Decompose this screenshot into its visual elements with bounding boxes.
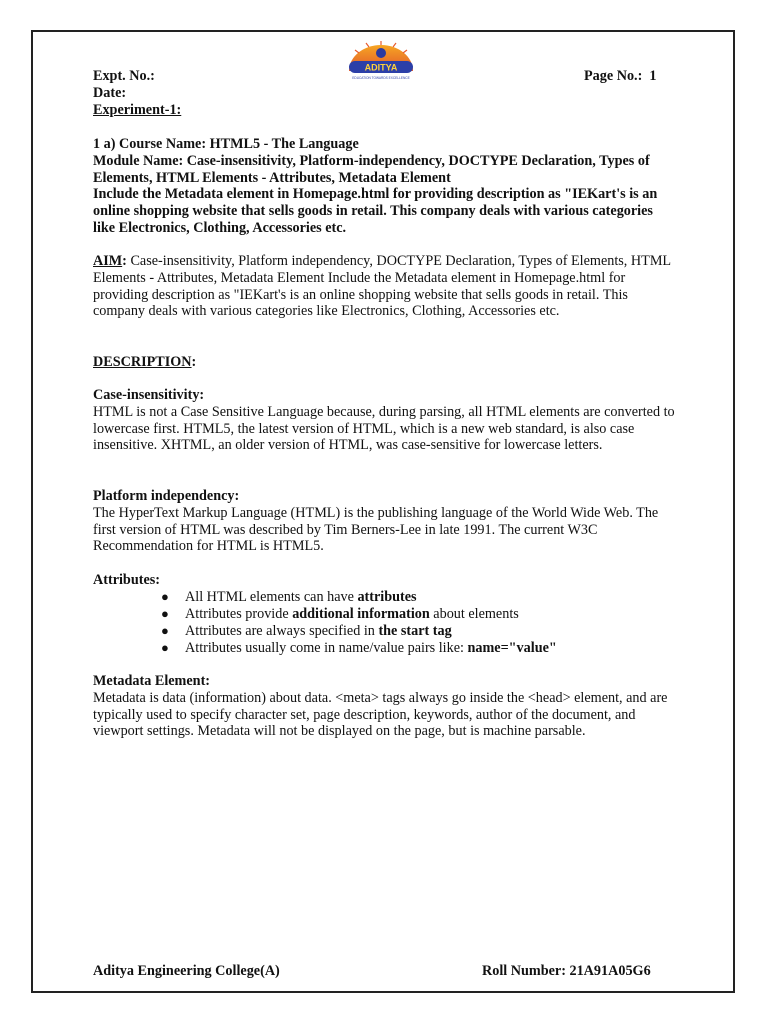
footer-college: Aditya Engineering College(A) bbox=[93, 963, 280, 979]
item-bold: additional information bbox=[292, 605, 430, 622]
page-number bbox=[584, 68, 657, 85]
item-text: Attributes provide bbox=[185, 605, 293, 622]
aim-text: Case-insensitivity, Platform independency, DOCTYPE Declaration, Types of Elements, HTML Elements - Attributes, Metadata Element Include the Metadata element in Homepage.html for providing description as "IEKart's is an online shopping website that sells goods in retail. This company deals with various categories like Electronics, Clothing, Accessories etc. bbox=[93, 253, 671, 320]
course-block bbox=[93, 136, 678, 237]
aim-label: AIM bbox=[93, 253, 123, 269]
course-name: 1 a) Course Name: HTML5 - The Language bbox=[93, 136, 359, 152]
platform-text: The HyperText Markup Language (HTML) is the publishing language of the World Wide Web. The first version of HTML was described by Tim Berners-Lee in late 1991. The current W3C Recommendation for HTML is HTML5. bbox=[93, 504, 659, 555]
date-label: Date: bbox=[93, 85, 127, 101]
list-item bbox=[93, 589, 678, 606]
aditya-logo bbox=[343, 41, 419, 83]
description-label: DESCRIPTION bbox=[93, 354, 192, 370]
list-item bbox=[93, 606, 678, 623]
bullet-icon: ● bbox=[161, 639, 169, 655]
metadata-section bbox=[93, 673, 678, 740]
item-text: Attributes are always specified in bbox=[185, 622, 379, 639]
course-task: Include the Metadata element in Homepage.html for providing description as "IEKart's is an online shopping website that sells goods in retail. This company deals with various categories like Electronics, Clothing, Accessories etc. bbox=[93, 186, 658, 236]
description-colon: : bbox=[191, 354, 197, 370]
metadata-heading: Metadata Element: bbox=[93, 673, 211, 689]
item-bold: attributes bbox=[357, 588, 417, 605]
metadata-text: Metadata is data (information) about data. <meta> tags always go inside the <head> element, and are typically used to specify character set, page description, keywords, author of the document, and viewport settings. Metadata will not be displayed on the page, but is machine parsable. bbox=[93, 689, 668, 740]
case-insensitivity-text: HTML is not a Case Sensitive Language because, during parsing, all HTML elements are converted to lowercase first. HTML5, the latest version of HTML, which is a new web standard, is also case insensitive. XHTML, an older version of HTML, was case-sensitive for lowercase letters. bbox=[93, 403, 675, 454]
bullet-icon: ● bbox=[161, 605, 169, 621]
attributes-section bbox=[93, 572, 678, 657]
expt-no-label: Expt. No.: bbox=[93, 68, 155, 84]
item-text-post: about elements bbox=[429, 605, 519, 622]
platform-section bbox=[93, 488, 678, 555]
case-insensitivity-section bbox=[93, 387, 678, 454]
logo-text: ADITYA bbox=[364, 62, 398, 73]
footer-roll-number: Roll Number: 21A91A05G6 bbox=[482, 963, 651, 979]
experiment-title: Experiment-1: bbox=[93, 102, 182, 118]
attributes-heading: Attributes: bbox=[93, 572, 160, 588]
bullet-icon: ● bbox=[161, 622, 169, 638]
platform-heading: Platform independency: bbox=[93, 488, 240, 504]
module-name: Module Name: Case-insensitivity, Platform-independency, DOCTYPE Declaration, Types of Elements, HTML Elements - Attributes, Metadata Element bbox=[93, 152, 650, 186]
page-no-value: 1 bbox=[649, 68, 657, 84]
logo-tagline: EDUCATION TOWARDS EXCELLENCE bbox=[352, 76, 410, 80]
description-heading bbox=[93, 354, 678, 371]
case-insensitivity-heading: Case-insensitivity: bbox=[93, 387, 205, 403]
aim-colon: : bbox=[122, 253, 127, 269]
aim-section bbox=[93, 253, 678, 320]
item-bold: name="value" bbox=[467, 639, 557, 656]
item-text: All HTML elements can have bbox=[185, 588, 358, 605]
list-item bbox=[93, 640, 678, 657]
item-text: Attributes usually come in name/value pairs like: bbox=[185, 639, 468, 656]
bullet-icon: ● bbox=[161, 588, 169, 604]
list-item bbox=[93, 623, 678, 640]
page-no-label: Page No.: bbox=[584, 68, 643, 84]
attributes-list bbox=[93, 589, 678, 657]
item-bold: the start tag bbox=[378, 622, 452, 639]
